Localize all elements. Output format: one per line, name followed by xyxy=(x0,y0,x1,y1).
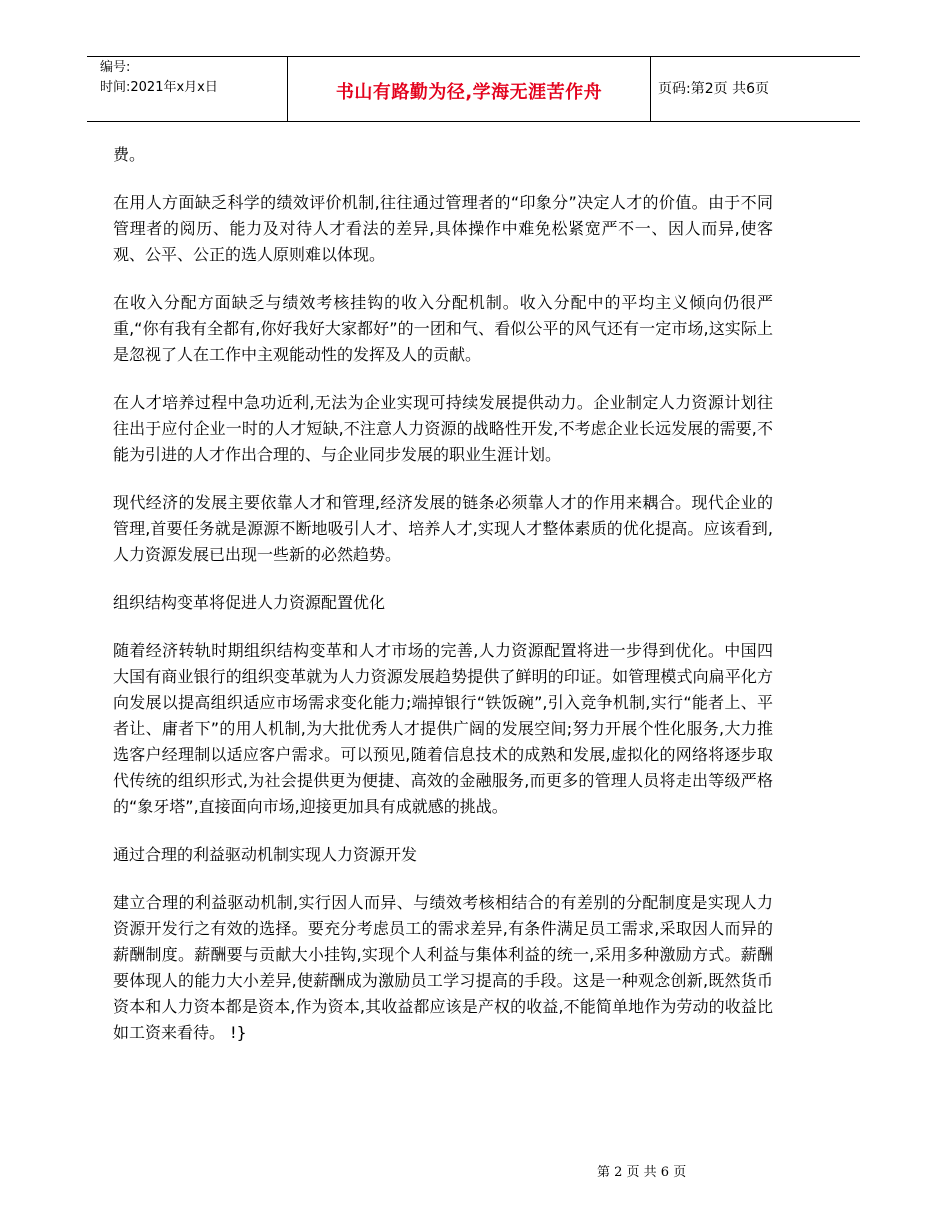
paragraph: 在人才培养过程中急功近利,无法为企业实现可持续发展提供动力。企业制定人力资源计划往往出于应付企业一时的人才短缺,不注意人力资源的战略性开发,不考虑企业长远发展的需要,不能为引进的人才作出合理的、与企业同步发展的职业生涯计划。 xyxy=(113,393,773,464)
header-meta xyxy=(100,58,218,98)
header-bottom-rule xyxy=(87,121,860,122)
paragraph: 费。 xyxy=(113,145,146,164)
document-time-label: 时间:2021年x月x日 xyxy=(100,80,218,95)
document-body xyxy=(113,142,773,1068)
section-heading: 组织结构变革将促进人力资源配置优化 xyxy=(113,593,386,612)
footer-page-number: 第 2 页 共 6 页 xyxy=(597,1165,687,1180)
header-divider-right xyxy=(650,56,651,121)
section-heading: 通过合理的利益驱动机制实现人力资源开发 xyxy=(113,845,418,864)
paragraph: 现代经济的发展主要依靠人才和管理,经济发展的链条必须靠人才的作用来耦合。现代企业的管理,首要任务就是源源不断地吸引人才、培养人才,实现人才整体素质的优化提高。应该看到,人力资源发展已出现一些新的必然趋势。 xyxy=(113,493,773,564)
paragraph: 在用人方面缺乏科学的绩效评价机制,往往通过管理者的“印象分”决定人才的价值。由于不同管理者的阅历、能力及对待人才看法的差异,具体操作中难免松紧宽严不一、因人而异,使客观、公平、公正的选人原则难以体现。 xyxy=(113,193,773,264)
paragraph: 随着经济转轨时期组织结构变革和人才市场的完善,人力资源配置将进一步得到优化。中国四大国有商业银行的组织变革就为人力资源发展趋势提供了鲜明的印证。如管理模式向扁平化方向发展以提高组织适应市场需求变化能力;端掉银行“铁饭碗”,引入竞争机制,实行“能者上、平者让、庸者下”的用人机制,为大批优秀人才提供广阔的发展空间;努力开展个性化服务,大力推选客户经理制以适应客户需求。可以预见,随着信息技术的成熟和发展,虚拟化的网络将逐步取代传统的组织形式,为社会提供更为便捷、高效的金融服务,而更多的管理人员将走出等级严格的“象牙塔”,直接面向市场,迎接更加具有成就感的挑战。 xyxy=(113,641,773,816)
document-number-label: 编号: xyxy=(100,60,131,75)
header-page-info: 页码:第2页 共6页 xyxy=(658,81,769,97)
header-motto: 书山有路勤为径,学海无涯苦作舟 xyxy=(335,82,603,103)
paragraph: 在收入分配方面缺乏与绩效考核挂钩的收入分配机制。收入分配中的平均主义倾向仍很严重,“你有我有全都有,你好我好大家都好”的一团和气、看似公平的风气还有一定市场,这实际上是忽视了人在工作中主观能动性的发挥及人的贡献。 xyxy=(113,293,773,364)
paragraph: 建立合理的利益驱动机制,实行因人而异、与绩效考核相结合的有差别的分配制度是实现人力资源开发行之有效的选择。要充分考虑员工的需求差异,有条件满足员工需求,采取因人而异的薪酬制度。薪酬要与贡献大小挂钩,实现个人利益与集体利益的统一,采用多种激励方式。薪酬要体现人的能力大小差异,使薪酬成为激励员工学习提高的手段。这是一种观念创新,既然货币资本和人力资本都是资本,作为资本,其收益都应该是产权的收益,不能简单地作为劳动的收益比如工资来看待。 !} xyxy=(113,893,773,1042)
header-top-rule xyxy=(87,56,860,57)
